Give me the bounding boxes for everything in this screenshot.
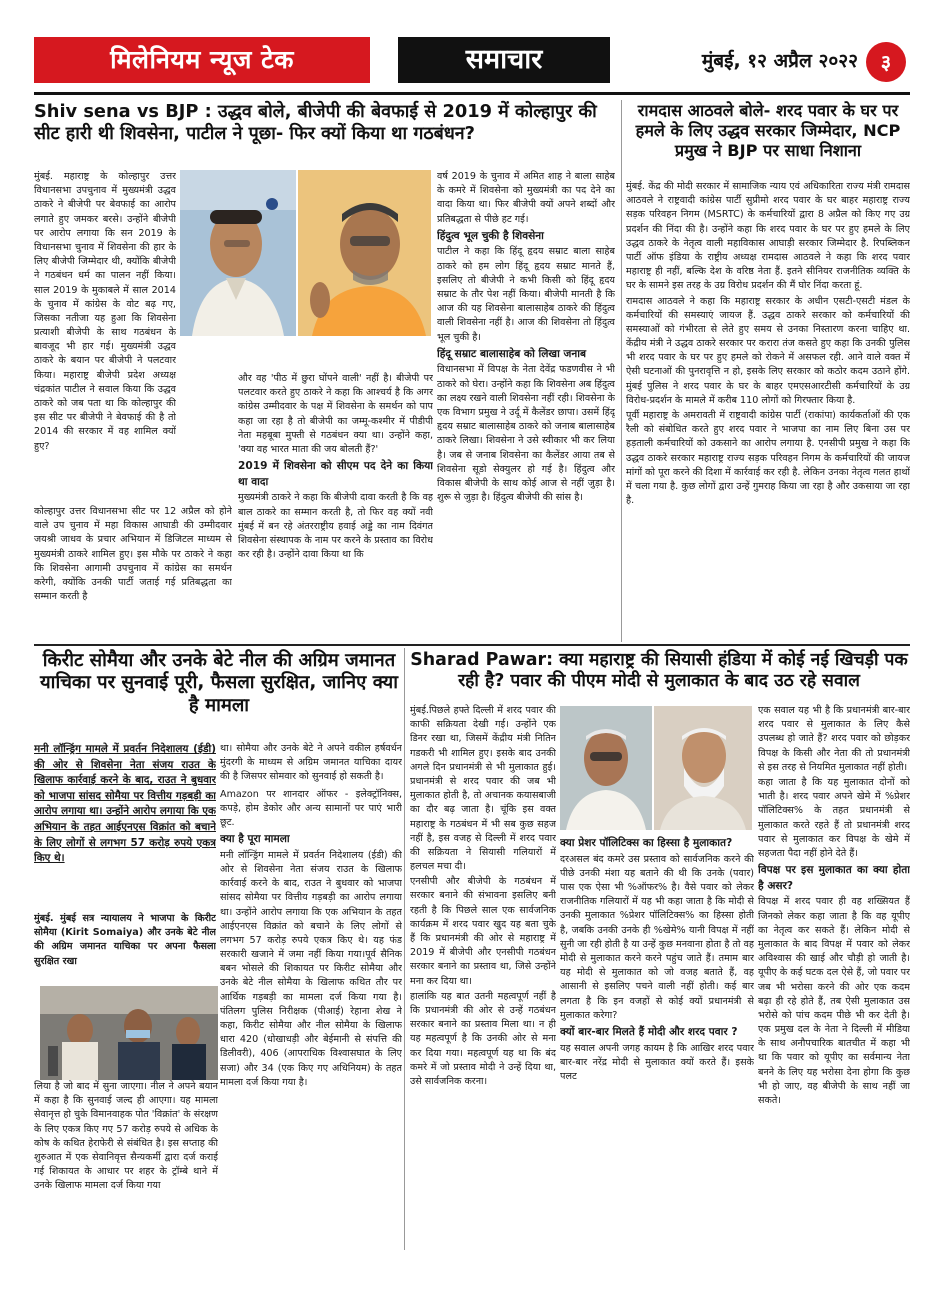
- fadnavis-photo: [180, 170, 296, 336]
- story3-col1b-text: लिया है जो बाद में सुना जाएगा। नील ने अपने बयान में कहा है कि सुनवाई जल्द ही आएगा। यह मामला सेवानृत्त हो चुके विमानवाहक पोत 'विक्रांत' के संरक्षण के लिए एकत्र किए गए 57 करोड़ रुपये से अधिक के कोष के कथित हेराफेरी से संबंधित है। इस सप्ताह की शुरुआत में एक सेवानिवृत्त सैन्यकर्मी द्वारा दर्ज कराई गई शिकायत के आधार पर शहर के ट्रॉम्बे थाने में उनके खिलाफ मामला दर्ज किया गया: [34, 1081, 218, 1192]
- column-divider: [621, 100, 622, 642]
- story3-headline: किरीट सोमैया और उनके बेटे नील की अग्रिम जमानत याचिका पर सुनवाई पूरी, फैसला सुरक्षित, जानिए क्या है मामला: [40, 650, 398, 716]
- story4-column-2: [560, 834, 754, 1250]
- story2-para-3: पूर्वी महाराष्ट्र के अमरावती में राष्ट्रवादी कांग्रेस पार्टी (राकांपा) कार्यकर्ताओं की एक रैली को संबोधित करते हुए शरद पवार ने भाजपा का नाम लिए बिना उस पर हड़ताली कर्मचारियों को उकसाने का आरोप लगाया है. एनसीपी प्रमुख ने कहा कि उद्धव ठाकरे सरकार महाराष्ट्र राज्य सड़क परिवहन निगम के कर्मचारियों की जायज मांगों को पूरा करने की दिशा में कार्रवाई कर रही है. लेकिन उनका नेतृत्व गलत हाथों में चला गया है. कुछ लोगों द्वारा उन्हें गुमराह किया जा रहा है और उकसाया जा रहा है.: [626, 410, 910, 507]
- story2-para-1: मुंबई. केंद्र की मोदी सरकार में सामाजिक न्याय एवं अधिकारिता राज्य मंत्री रामदास आठवले ने राष्ट्रवादी कांग्रेस पार्टी सुप्रीमो शरद पवार के घर बाहर महाराष्ट्र राज्य सड़क परिवहन निगम (MSRTC) के कर्मचारियों द्वारा 8 अप्रैल को किए गए उग्र प्रदर्शन की निंदा की है। उन्होंने कहा कि शरद पवार के घर पर हुए हमले के लिए उद्धव ठाकरे के नेतृत्व वाली महाविकास आघाड़ी सरकार जिम्मेदार है. रिपब्लिकन पार्टी ऑफ इंडिया के राष्ट्रीय अध्यक्ष रामदास आठवले ने कहा कि शरद पवार महाराष्ट्र ही नहीं, बल्कि देश के वरिष्ठ नेता हैं. इतने सीनियर राजनीतिक व्यक्ति के घर के सामने इस तरह के उग्र विरोध प्रदर्शन की मैं घोर निंदा करता हूं.: [626, 181, 910, 292]
- story4-subhead-opposition: विपक्ष पर इस मुलाकात का क्या होता है असर?: [758, 864, 910, 892]
- story1-subhead-cm-post: 2019 में शिवसेना को सीएम पद देने का किया था वादा: [238, 460, 433, 488]
- story3-col2b-text: मनी लॉन्ड्रिंग मामले में प्रवर्तन निदेशालय (ईडी) की ओर से शिवसेना नेता संजय राउत के खिलाफ कार्रवाई करने के बाद, राउत ने बुधवार को भाजपा सांसद सोमैया पर वित्तीय गड़बड़ी का आरोप लगाया था। उन्होंने आरोप लगाया कि एक अभियान के तहत आईएनएस विक्रांत को बचाने के लिए लोगों से लगभग 57 करोड़ रुपये एकत्र किए थे। यह फंड सरकारी खजाने में जमा नहीं किया गया।पूर्व सैनिक बबन भोसले की शिकायत पर किरीट सोमैया और उनके बेटे नील सोमैया के खिलाफ कथित तौर पर आर्थिक गड़बड़ी का मामला दर्ज किया गया है। पंतिलग पुलिस निरीक्षक (पीआई) रेहाना शेख ने कहा, किरीट सोमैया और नील सोमैया के खिलाफ धारा 420 (धोखाधड़ी और बेईमानी से संपत्ति की डिलीवरी), 406 (आपराधिक विश्वासघात के लिए सजा) और 34 (एक किए गए अधिनियम) के तहत मामला दर्ज किया गया है।: [220, 849, 402, 1088]
- masthead-rule: [34, 92, 910, 95]
- column-divider-2: [404, 648, 405, 1250]
- story1-col2b-text: मुख्यमंत्री ठाकरे ने कहा कि बीजेपी दावा करती है कि वह बाल ठाकरे का सम्मान करती है, तो फिर वह क्यों नवी मुंबई में बन रहे अंतरराष्ट्रीय हवाई अड्डे का नाम दिवंगत शिवसेना संस्थापक के नाम पर करने के प्रस्ताव का विरोध कर रही है। उन्होंने दावा किया था कि: [238, 492, 433, 561]
- story1-column-3: [437, 170, 615, 640]
- story3-column-1b: [34, 1080, 218, 1250]
- masthead: [34, 37, 910, 87]
- story1-col3c-text: विधानसभा में विपक्ष के नेता देवेंद्र फडणवीस ने भी ठाकरे को घेरा। उन्होंने कहा कि शिवसेना अब हिंदुत्व का लक्ष्य रखने वाली शिवसेना नहीं रही। शिवसेना के एक विभाग प्रमुख ने उर्दू में कैलेंडर छापा। उसमें हिंदू हृदय सम्राट बालासाहेब ठाकरे को जनाब बालासाहेब ठाकरे लिखा। शिवसेना ने उसे स्वीकार भी कर लिया है। जब से जनाब शिवसेना का कैलेंडर आया तब से शिवसेना सूडो सेक्युलर हो गई है। हिंदुत्व और विकास बीजेपी के साथ कोई आज से नहीं जुड़ा है। शुरू से जुड़ा है। हिंदुत्व बीजेपी की सांस है।: [437, 364, 615, 504]
- narendra-modi-photo: [654, 706, 752, 830]
- story4-col3-text: एक सवाल यह भी है कि प्रधानमंत्री बार-बार शरद पवार से मुलाकात के लिए कैसे उपलब्ध हो जाते हैं? शरद पवार को छोड़कर विपक्ष के किसी और नेता की तो प्रधानमंत्री से इस तरह से नियमित मुलाकात नहीं होती।: [758, 705, 910, 773]
- uddhav-thackeray-photo: [298, 170, 431, 336]
- story4-col2-text: दरअसल बंद कमरे उस प्रस्ताव को सार्वजनिक करने की पीछे उनकी मंशा यह बताने की थी कि उनके (पवार) पास एक ऐसा भी %ऑफर% है। वैसे पवार को लेकर राजनीतिक गलियारों में यह भी कहा जाता है कि मोदी से उनकी मुलाकात %प्रेशर पॉलिटिक्स% का हिस्सा होती है, जबकि उनकी उनके ही %खेमे% यानी विपक्ष में नहीं सुनी जा रही होती है या उन्हें कुछ मनवाना होता है तो वह मोदी से मुलाकात करने करने पहुंच जाते हैं। तमाम बार यह मोदी से मुलाकात को जो वजह बताते हैं, वह आसानी से इसलिए पचने वाली नहीं होती। कई बार लगता है कि इन वजहों से कोई क्यों प्रधानमंत्री से मुलाकात करेगा?: [560, 853, 754, 1021]
- story4-headline: Sharad Pawar: क्या महाराष्ट्र की सियासी हंडिया में कोई नई खिचड़ी पक रही है? पवार की पीएम मोदी से मुलाकात के बाद उठ रहे सवाल: [410, 650, 908, 692]
- story3-lede: मुंबई. मुंबई सत्र न्यायालय ने भाजपा के किरीट सोमैया (Kirit Somaiya) और उनके बेटे नील की अग्रिम जमानत याचिका पर अपना फैसला सुरक्षित रखा: [34, 913, 216, 967]
- story3-column-1: [34, 742, 216, 908]
- story2-headline: रामदास आठवले बोले- शरद पवार के घर पर हमले के लिए उद्धव सरकार जिम्मेदार, NCP प्रमुख ने BJP पर साधा निशाना: [635, 101, 901, 160]
- kirit-somaiya-photo: [40, 986, 218, 1080]
- story4-subhead-pressure: क्या प्रेशर पॉलिटिक्स का हिस्सा है मुलाकात?: [560, 837, 733, 849]
- story4-col3a-text: कहा जाता है कि यह मुलाकात दोनों को भाती है। शरद पवार अपने खेमे में %प्रेशर पॉलिटिक्स% के तहत प्रधानमंत्री से मुलाकात करते रहते हैं तो प्रधानमंत्री शरद पवार से मुलाकात कर विपक्ष के खेमे में सहजता पैदा नहीं होने देते हैं।: [758, 776, 910, 859]
- story4-column-3: [758, 704, 910, 1250]
- story3-column-1-lede: [34, 912, 216, 982]
- story2-body: [626, 180, 910, 642]
- story1-col3-text: वर्ष 2019 के चुनाव में अमित शाह ने बाला साहेब के कमरे में शिवसेना को मुख्यमंत्री का पद देने का वादा किया था। फिर बीजेपी क्यों अपने शब्दों और प्रतिबद्धता से पीछे हट गई।: [437, 171, 615, 225]
- story4-col3b-text: विपक्ष में शरद पवार ही वह शख्सियत हैं जिनको लेकर कहा जाता है कि वह यूपीए का नेतृत्व कर सकते हैं। लेकिन मोदी से मुलाकात के बाद विपक्ष में पवार को लेकर अविश्वास की खाई और चौड़ी हो जाती है। यूपीए के कई घटक दल ऐसे हैं, जो पवार पर जब भी भरोसा करने की ओर एक कदम बढ़ा ही रहे होते हैं, तब ऐसी मुलाकात उस भरोसे को पांच कदम पीछे भी कर देती है। एक प्रमुख दल के नेता ने दिल्ली में मीडिया के साथ अनौपचारिक बातचीत में कहा भी था कि पवार को यूपीए का सर्वमान्य नेता बनने के लिए यह भरोसा देना होगा कि कुछ भी हो जाए, वह बीजेपी के साथ नहीं जा सकते।: [758, 896, 910, 1107]
- section-title: समाचार: [398, 37, 610, 83]
- story1-subhead-hindutva: हिंदुत्व भूल चुकी है शिवसेना: [437, 229, 544, 242]
- story1-col1-text: मुंबई. महाराष्ट्र के कोल्हापुर उत्तर विधानसभा उपचुनाव में मुख्यमंत्री उद्धव ठाकरे ने बीजेपी पर बेवफाई का आरोप लगाते हुए जमकर बरसे। उन्होंने बीजेपी पर आरोप लगाया कि सन 2019 के विधानसभा चुनाव में शिवसेना की हार के लिए बीजेपी जिम्मेदार थी, क्योंकि बीजेपी ने गठबंधन धर्म का पालन नहीं किया। साल 2019 के मुकाबले में साल 2014 के चुनाव में कांग्रेस के वोट बढ़ गए, जिसका नतीजा यह हुआ कि शिवसेना प्रत्याशी बीजेपी के साथ गठबंधन के बावजूद भी हार गई। मुख्यमंत्री उद्धव ठाकरे के बयान पर बीजेपी ने पलटवार किया। महाराष्ट्र बीजेपी प्रदेश अध्यक्ष चंद्रकांत पाटील ने सवाल किया कि उद्धव ठाकरे को जब पता था कि कोल्हापुर की इस सीट पर बीजेपी ने बेवफाई की है तो 2014 की सरकार में वह शामिल क्यों हुए?: [34, 171, 176, 452]
- story1-col3b-text: पाटील ने कहा कि हिंदू हृदय सम्राट बाला साहेब ठाकरे को हम लोग हिंदू हृदय सम्राट मानते हैं, इसलिए तो बीजेपी ने कभी किसी को हिंदू हृदय सम्राट के तौर पेश नहीं किया। बीजेपी मानती है कि आज की यह शिवसेना बालासाहेब ठाकरे की हिंदुत्व वाली शिवसेना नहीं है। आज की शिवसेना तो हिंदुत्व भूल चुकी है।: [437, 246, 615, 343]
- dateline: मुंबई, १२ अप्रैल २०२२: [701, 50, 858, 72]
- story4-col2b-text: यह सवाल अपनी जगह कायम है कि आखिर शरद पवार बार-बार नरेंद्र मोदी से मुलाकात क्यों करते हैं। इसके पलट: [560, 1042, 754, 1082]
- story1-headline: Shiv sena vs BJP : उद्धव बोले, बीजेपी की बेवफाई से 2019 में कोल्हापुर की सीट हारी थी शिवसेना, पाटील ने पूछा- फिर क्यों किया था गठबंधन?: [34, 101, 597, 144]
- story4-col1b-text: एनसीपी और बीजेपी के गठबंधन में सरकार बनाने की संभावना इसलिए बनी रहती है कि पिछले साल एक सार्वजनिक कार्यक्रम में शरद पवार खुद यह बता चुके हैं कि प्रधानमंत्री की ओर से महाराष्ट्र में 2019 में बीजेपी और एनसीपी गठबंधन सरकार बनाने का प्रस्ताव था, जिसे उन्होंने मना कर दिया था।: [410, 876, 556, 987]
- newspaper-brand: मिलेनियम न्यूज टेक: [34, 37, 370, 83]
- story3-ad-text: Amazon पर शानदार ऑफर - इलेक्ट्रॉनिक्स, कपड़े, होम डेकोर और अन्य सामानों पर पाएं भारी छूट.: [220, 788, 402, 828]
- story2-para-2: रामदास आठवले ने कहा कि महाराष्ट्र सरकार के अधीन एसटी-एसटी मंडल के कर्मचारियों की समस्याएं जायज हैं. उद्धव ठाकरे सरकार को कर्मचारियों की समस्याओं को गंभीरता से लेते हुए समय से उनका निस्तारण करना चाहिए था. केंद्रीय मंत्री ने उद्धव ठाकरे सरकार पर करारा तंज कसते हुए कहा कि उनकी पुलिस भी शरद पवार के घर पर हुए हमले को रोकने में असफल रही. आने वाले वक्त में ऐसी घटनाओं की पुनरावृत्ति न हो, इसके लिए सरकार को कठोर कदम उठाने होंगे. मुंबई पुलिस ने शरद पवार के घर के बाहर एमएसआरटीसी कर्मचारियों के उग्र विरोध-प्रदर्शन के मामले में करीब 110 लोगों को गिरफ्तार किया है.: [626, 295, 910, 406]
- story1-subhead-janab: हिंदू सम्राट बालासाहेब को लिखा जनाब: [437, 347, 587, 360]
- story1-col2-text: और वह 'पीठ में छुरा घोंपने वाली' नहीं है। बीजेपी पर पलटवार करते हुए ठाकरे ने कहा कि आश्चर्य है कि अगर कांग्रेस उम्मीदवार के पक्ष में शिवसेना के समर्थन को पाप कहा जा रहा है तो बीजेपी का जम्मू-कश्मीर में पीडीपी नेता महबूबा मुफ्ती से गठबंधन क्या था। उन्होंने कहा, 'क्या वह भारत माता की जय बोलती हैं?': [238, 373, 433, 455]
- story4-col1c-text: हालांकि यह बात उतनी महत्वपूर्ण नहीं है कि प्रधानमंत्री की ओर से उन्हें गठबंधन सरकार बनाने का प्रस्ताव मिला था। न ही यह महत्वपूर्ण है कि उनकी ओर से मना कर दिया गया। महत्वपूर्ण यह था कि बंद कमरे में जो प्रस्ताव मोदी ने उन्हें दिया था, उसे सार्वजनिक करना।: [410, 990, 556, 1087]
- page-number-badge: ३: [866, 42, 906, 82]
- story1-column-2: [238, 372, 433, 640]
- story3-callout: मनी लॉन्ड्रिंग मामले में प्रवर्तन निदेशालय (ईडी) की ओर से शिवसेना नेता संजय राउत के खिलाफ कार्रवाई करने के बाद, राउत ने बुधवार को भाजपा सांसद सोमैया पर वित्तीय गड़बड़ी का आरोप लगाया था। उन्होंने आरोप लगाया कि एक अभियान के तहत आईएनएस विक्रांत को बचाने के लिए लोगों से लगभग 57 करोड़ रुपये एकत्र किए थे।: [34, 743, 216, 865]
- section-divider: [34, 644, 910, 646]
- story4-subhead-why-meet: क्यों बार-बार मिलते हैं मोदी और शरद पवार ?: [560, 1025, 738, 1038]
- story3-subhead: क्या है पूरा मामला: [220, 833, 290, 846]
- story4-col1-text: मुंबई.पिछले हफ्ते दिल्ली में शरद पवार की काफी सक्रियता देखी गई। उन्होंने एक डिनर रखा था, जिसमें केंद्रीय मंत्री नितिन गडकरी भी शामिल हुए। इसके बाद उनकी अगले दिन प्रधानमंत्री से भी मुलाकात हुई। प्रधानमंत्री से शरद पवार की जब भी मुलाकात होती है, तो अचानक कयासबाजी का दौर बढ़ जाता है। चूंकि इस वक्त महाराष्ट्र के गठबंधन में भी सब कुछ सहज नहीं है, इस वजह से दिल्ली में शरद पवार की सक्रियता ने सियासी गलियारों में हलचल मचा दी।: [410, 705, 556, 873]
- story1-column-1b: [34, 505, 232, 641]
- story1-column-1: [34, 170, 176, 505]
- sharad-pawar-photo: [560, 706, 652, 830]
- story1-col1b-text: कोल्हापुर उत्तर विधानसभा सीट पर 12 अप्रैल को होने वाले उप चुनाव में महा विकास आघाडी की उम्मीदवार जयश्री जाधव के प्रचार अभियान में डिजिटल माध्यम से मुख्यमंत्री ठाकरे शामिल हुए। इस मौके पर ठाकरे ने कहा कि शिवसेना आगामी उपचुनाव में कांग्रेस का समर्थन करेगी, क्योंकि उनकी पार्टी जताई गई प्रतिबद्धता का सम्मान करती है: [34, 506, 232, 603]
- story4-column-1: [410, 704, 556, 1250]
- story3-column-2: [220, 742, 402, 1250]
- story3-col2-text: था। सोमैया और उनके बेटे ने अपने वकील हर्षवर्धन मुंदरगी के माध्यम से अग्रिम जमानत याचिका दायर की है जिसपर सोमवार को सुनवाई हो सकती है।: [220, 743, 402, 783]
